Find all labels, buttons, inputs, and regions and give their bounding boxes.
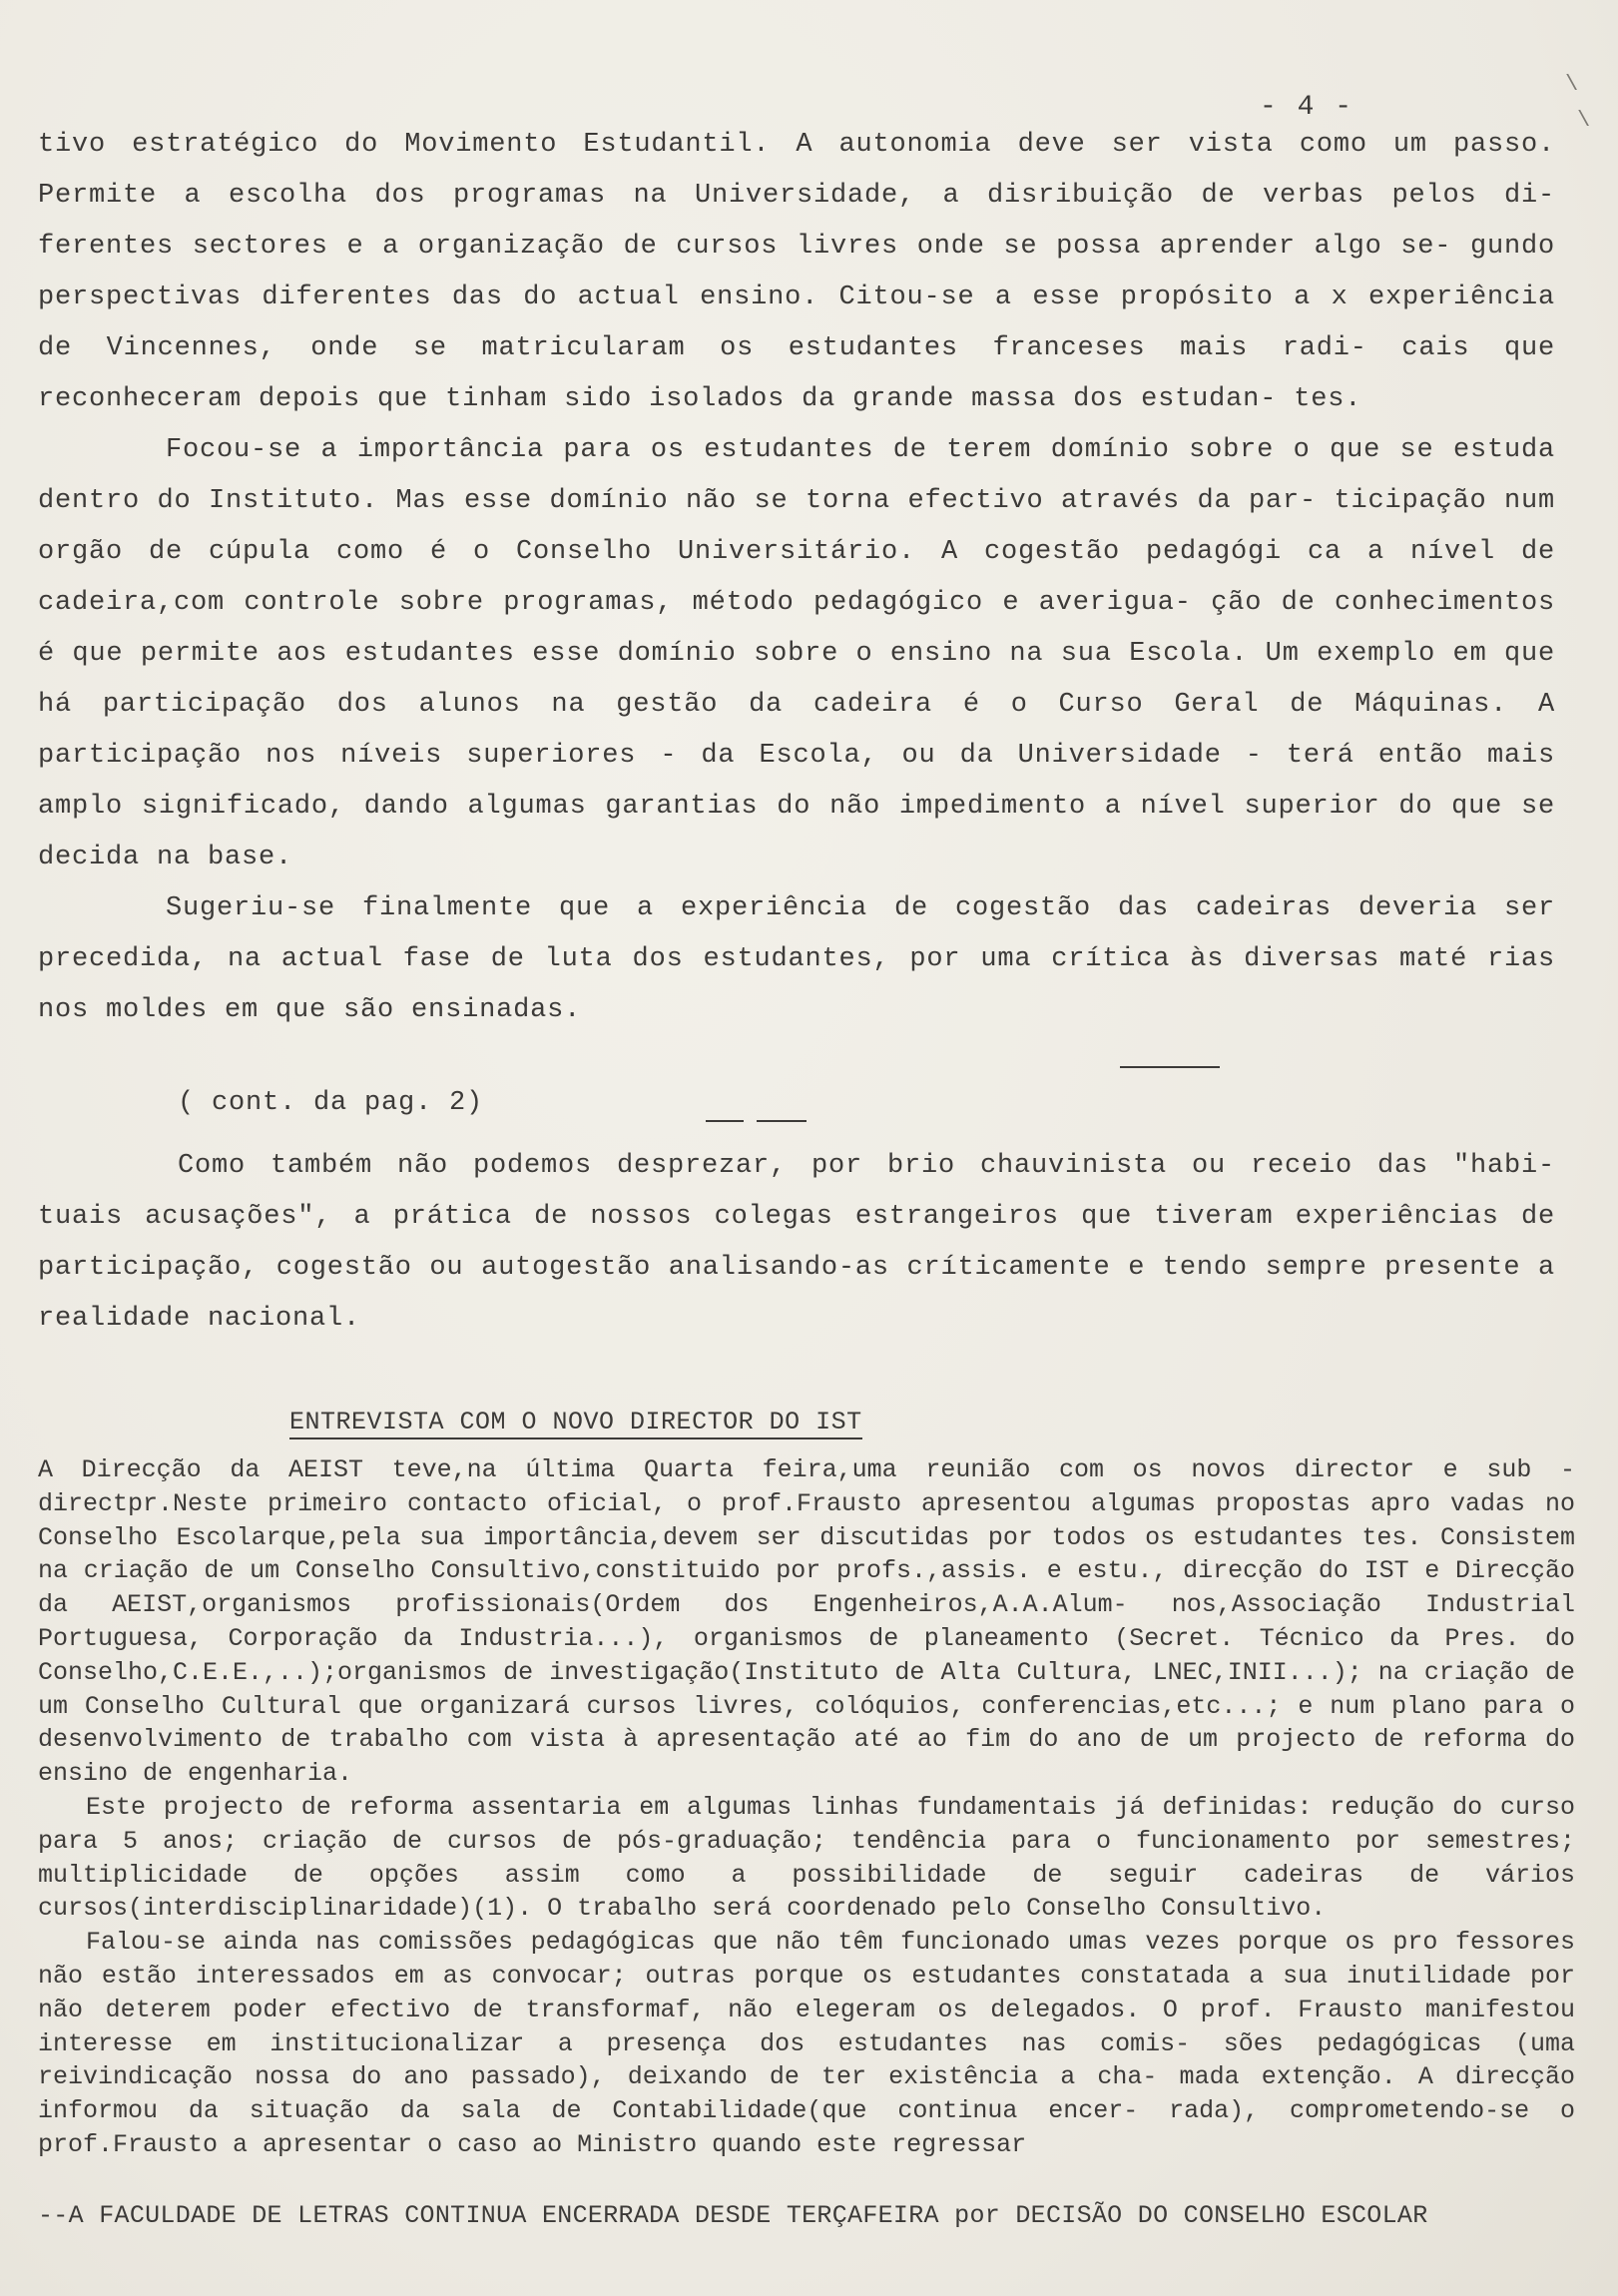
upper-text-block — [38, 120, 1555, 1345]
paragraph-domain: Focou-se a importância para os estudantes de terem domínio sobre o que se estuda dentro do Instituto. Mas esse domínio não se torna efectivo através da par- ticipação num orgão de cúpula como é o Conselho Universitário. A cogestão pedagógi ca a nível de cadeira,com controle sobre programas, método pedagógico e averigua- ção de conhecimentos é que permite aos estudantes esse domínio sobre o ensino na sua Escola. Um exemplo em que há participação dos alunos na gestão da cadeira é o Curso Geral de Máquinas. A participação nos níveis superiores - da Escola, ou da Universidade - terá então mais amplo significado, dando algumas garantias do não impedimento a nível superior do que se decida na base. — [38, 435, 1555, 872]
spacer — [38, 1036, 1555, 1078]
separator-dash-1 — [1120, 1066, 1220, 1068]
paragraph-commissions: Falou-se ainda nas comissões pedagógicas que não têm funcionado umas vezes porque os pro fessores não estão interessados em as convocar; outras porque os estudantes constatada a sua inutilidade por não deterem poder efectivo de transformaf, não elegeram os delegados. O prof. Frausto manifestou interesse em institucionalizar a presença dos estudantes nas comis- sões pedagógicas (uma reivindicação nossa do ano passado), deixando de ter existência a cha- mada extenção. A direcção informou da situação da sala de Contabilidade(que continua encer- rada), comprometendo-se o prof.Frausto a apresentar o caso ao Ministro quando este regressar — [38, 1928, 1575, 2159]
separator-dash-2 — [706, 1120, 744, 1122]
page-number: - 4 - — [1260, 92, 1354, 123]
paragraph-meeting: A Direcção da AEIST teve,na última Quarta feira,uma reunião com os novos director e sub -directpr.Neste primeiro contacto oficial, o prof.Frausto apresentou algumas propostas apro vadas no Conselho Escolarque,pela sua importância,devem ser discutidas por todos os estudantes tes. Consistem na criação de um Conselho Consultivo,constituido por profs.,assis. e estu., direcção do IST e Direcção da AEIST,organismos profissionais(Ordem dos Engenheiros,A.A.Alum- nos,Associação Industrial Portuguesa, Corporação da Industria...), organismos de planeamento (Secret. Técnico da Pres. do Conselho,C.E.E.,..);organismos de investigação(Instituto de Alta Cultura, LNEC,INII...); na criação de um Conselho Cultural que organizará cursos livres, colóquios, conferencias,etc...; e num plano para o desenvolvimento de trabalho com vista à apresentação até ao fim do ano de um projecto de reforma do ensino de engenharia. — [38, 1455, 1575, 1789]
spacer-small — [38, 1129, 1555, 1141]
continuation-reference: ( cont. da pag. 2) — [178, 1088, 484, 1118]
lower-text-block — [38, 1453, 1575, 2162]
paragraph-continuation: Como também não podemos desprezar, por brio chauvinista ou receio das "habi- tuais acusações", a prática de nossos colegas estrangeiros que tiveram experiências de participação, cogestão ou autogestão analisando-as críticamente e tendo sempre presente a realidade nacional. — [38, 1151, 1555, 1334]
footer-notice: --A FACULDADE DE LETRAS CONTINUA ENCERRADA DESDE TERÇAFEIRA por DECISÃO DO CONSELHO ESCOLAR — [38, 2201, 1428, 2230]
margin-stroke-mark: \ — [1565, 72, 1579, 97]
section-heading: ENTREVISTA COM O NOVO DIRECTOR DO IST — [289, 1408, 862, 1439]
paragraph-suggestion: Sugeriu-se finalmente que a experiência de cogestão das cadeiras deveria ser precedida, na actual fase de luta dos estudantes, por uma crítica às diversas maté rias nos moldes em que são ensinadas. — [38, 893, 1555, 1025]
paragraph-autonomy: tivo estratégico do Movimento Estudantil. A autonomia deve ser vista como um passo. Permite a escolha dos programas na Universidade, a disribuição de verbas pelos di- ferentes sectores e a organização de cursos livres onde se possa aprender algo se- gundo perspectivas diferentes das do actual ensino. Citou-se a esse propósito a x experiência de Vincennes, onde se matricularam os estudantes franceses mais radi- cais que reconheceram depois que tinham sido isolados da grande massa dos estudan- tes. — [38, 130, 1555, 414]
paragraph-reform: Este projecto de reforma assentaria em algumas linhas fundamentais já definidas: redução do curso para 5 anos; criação de cursos de pós-graduação; tendência para o funcionamento por semestres; multiplicidade de opções assim como a possibilidade de seguir cadeiras de vários cursos(interdisciplinaridade)(1). O trabalho será coordenado pelo Conselho Consultivo. — [38, 1792, 1575, 1924]
separator-dash-3 — [757, 1120, 807, 1122]
margin-stroke-mark-2: \ — [1577, 108, 1591, 133]
